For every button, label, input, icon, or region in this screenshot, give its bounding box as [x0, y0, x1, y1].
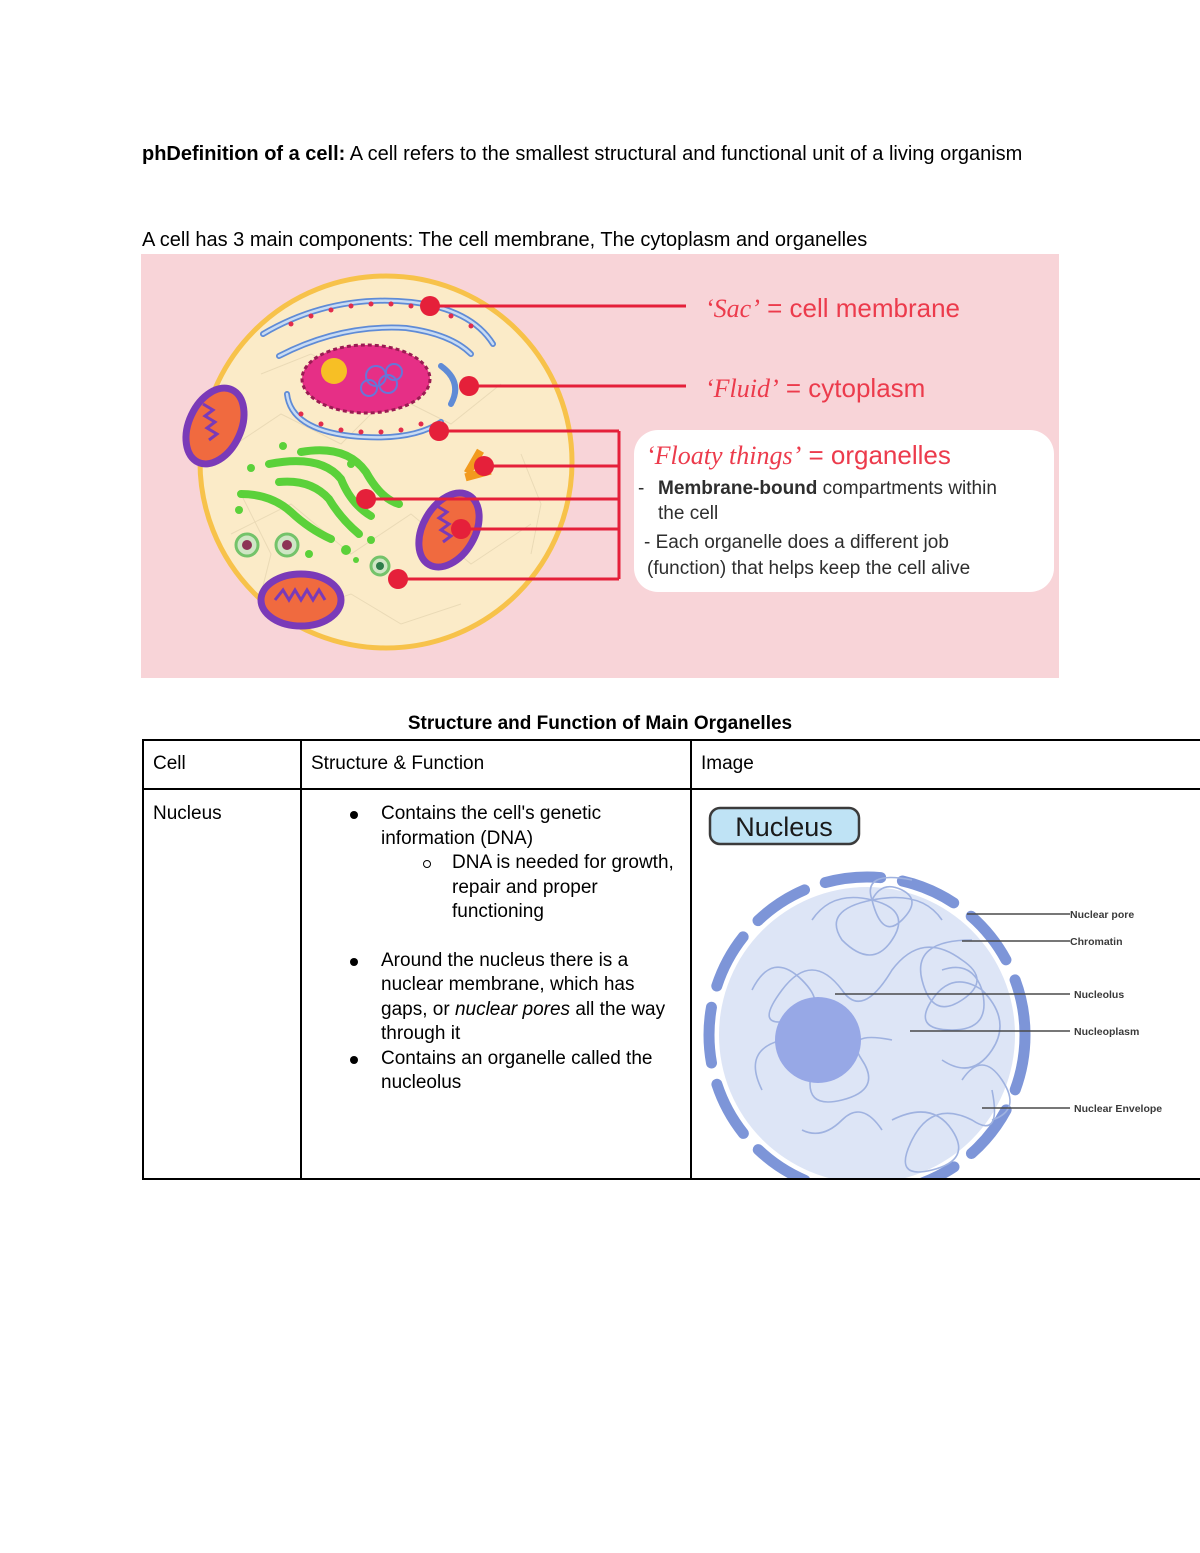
components-paragraph: A cell has 3 main components: The cell membrane, The cytoplasm and organelles	[142, 229, 868, 251]
label-nuclear-pore: Nuclear pore	[1070, 909, 1135, 921]
function-list-2	[311, 949, 681, 1096]
fluid-term-label: ‘Fluid’	[705, 374, 779, 403]
svg-text:‘Fluid’ = cytoplasm	[705, 373, 925, 403]
table-row	[143, 789, 1200, 1179]
fluid-rest-label: = cytoplasm	[778, 373, 926, 403]
definition-text: A cell refers to the smallest structural and functional unit of a living organism	[345, 143, 1023, 165]
callout-line-3: - Each organelle does a different job	[644, 532, 949, 553]
callout-line-2: the cell	[658, 503, 719, 524]
membrane-bound-label: Membrane-bound	[658, 478, 818, 499]
definition-paragraph	[142, 140, 1042, 168]
callout-line-4: (function) that helps keep the cell alive	[647, 558, 971, 579]
table-header-row	[143, 740, 1200, 789]
table-caption: Structure and Function of Main Organelles	[407, 713, 793, 734]
label-nucleoplasm: Nucleoplasm	[1074, 1026, 1140, 1038]
cell-body	[200, 276, 572, 648]
floaty-term-label: ‘Floaty things’	[646, 441, 802, 470]
svg-text:‘Sac’ = cell membrane	[705, 293, 960, 323]
label-nucleolus: Nucleolus	[1074, 989, 1125, 1001]
nucleus-diagram	[692, 790, 1200, 1178]
floaty-rest-label: = organelles	[801, 440, 951, 470]
callout-line-1-rest: compartments within	[817, 478, 997, 499]
list-item: Contains an organelle called the nucleolus	[381, 1047, 681, 1096]
svg-text:‘Floaty things’ = organelles	[646, 440, 951, 470]
function-list	[311, 802, 681, 925]
nucleus-title: Nucleus	[735, 812, 833, 842]
header-cell: Cell	[143, 740, 301, 789]
row-image	[691, 789, 1200, 1179]
definition-label: phDefinition of a cell:	[142, 143, 346, 165]
nuclear-pores-emphasis: nuclear pores	[454, 998, 571, 1020]
sub-list-item: DNA is needed for growth, repair and proper functioning	[452, 851, 681, 925]
label-nuclear-envelope: Nuclear Envelope	[1074, 1103, 1163, 1115]
label-chromatin: Chromatin	[1070, 936, 1123, 948]
list-item: Contains the cell's genetic information (DNA) DNA is needed for growth, repair and proper functioning	[381, 802, 681, 925]
sac-term-label: ‘Sac’	[705, 294, 760, 323]
row-cell-name: Nucleus	[143, 789, 301, 1179]
svg-text:-Membrane-bound compartments w	[638, 478, 997, 499]
nucleolus	[775, 997, 861, 1083]
callout-dash-1: -	[638, 478, 645, 499]
header-image: Image	[691, 740, 1200, 789]
organelles-table	[142, 739, 1200, 1180]
row-structure-function	[301, 789, 691, 1179]
header-structure-function: Structure & Function	[301, 740, 691, 789]
cell-components-figure	[141, 254, 1059, 678]
list-item: Around the nucleus there is a nuclear membrane, which has gaps, or nuclear pores all the way through it	[381, 949, 681, 1047]
sub-list	[381, 851, 681, 925]
sac-rest-label: = cell membrane	[759, 293, 961, 323]
